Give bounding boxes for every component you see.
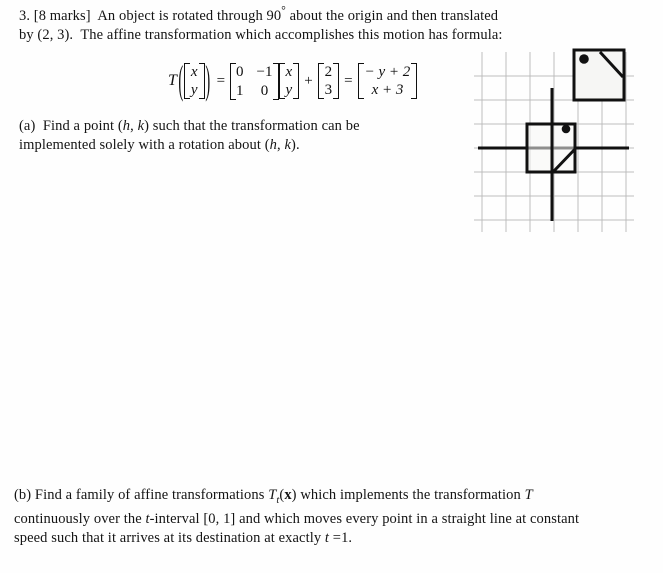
part-b-line-3: speed such that it arrives at its destination at exactly t =1. bbox=[14, 529, 353, 546]
stem-line-2: by (2, 3). The affine transformation which accomplishes this motion has formula: bbox=[19, 27, 503, 43]
matrix-cell-00: 0 bbox=[236, 63, 244, 80]
transformed-object bbox=[574, 50, 624, 100]
transformed-object-marker-dot bbox=[579, 54, 589, 64]
matrix-cell-01: −1 bbox=[256, 63, 273, 80]
part-b-line-2: continuously over the t-interval [0, 1] and which moves every point in a straight line at constant bbox=[14, 510, 580, 527]
formula-result-vector-bracket bbox=[358, 63, 418, 99]
matrix-vector-x: x bbox=[285, 64, 293, 80]
matrix-cell-11: 0 bbox=[260, 82, 269, 99]
original-object-marker-dot bbox=[562, 125, 571, 134]
result-vector-1: x + 3 bbox=[371, 82, 404, 98]
result-vector-0: − y + 2 bbox=[364, 64, 411, 80]
matrix-vector-y: y bbox=[285, 82, 293, 98]
formula-input-vector-bracket bbox=[184, 63, 205, 99]
part-a-line-1: (a) Find a point (h, k) such that the transformation can be bbox=[19, 118, 360, 134]
degree-symbol: ° bbox=[281, 5, 286, 18]
formula-rotation-matrix-bracket bbox=[230, 63, 278, 100]
affine-transformation-formula bbox=[168, 56, 417, 106]
part-b-line-1: (b) Find a family of affine transformations $T_t(x)$ which implements the transformation T bbox=[14, 487, 533, 506]
part-a-text bbox=[19, 117, 449, 155]
diagram-svg bbox=[470, 40, 650, 235]
formula-equals-1: = bbox=[216, 72, 226, 89]
coordinate-axes-overlay bbox=[478, 88, 629, 221]
translation-vector-1: 3 bbox=[324, 82, 333, 98]
transformation-diagram bbox=[470, 40, 650, 235]
part-a-line-2: implemented solely with a rotation about (h, k). bbox=[19, 137, 300, 153]
part-b-text bbox=[14, 486, 636, 548]
formula-input-vector-y: y bbox=[190, 82, 198, 98]
formula-equals-2: = bbox=[344, 72, 353, 89]
stem-line-1: 3. [8 marks] An object is rotated through 90° about the origin and then translated bbox=[19, 5, 499, 24]
formula-input-vector-x: ( x bbox=[190, 64, 198, 80]
formula-function-name: T bbox=[168, 72, 177, 89]
matrix-cell-10: 1 bbox=[236, 82, 244, 99]
formula-matrix-vector-bracket bbox=[279, 63, 300, 99]
formula-plus-sign: + bbox=[304, 72, 313, 89]
formula-translation-vector-bracket bbox=[318, 63, 340, 99]
formula-input-parentheses bbox=[177, 63, 212, 99]
translation-vector-0: 2 bbox=[324, 64, 333, 80]
